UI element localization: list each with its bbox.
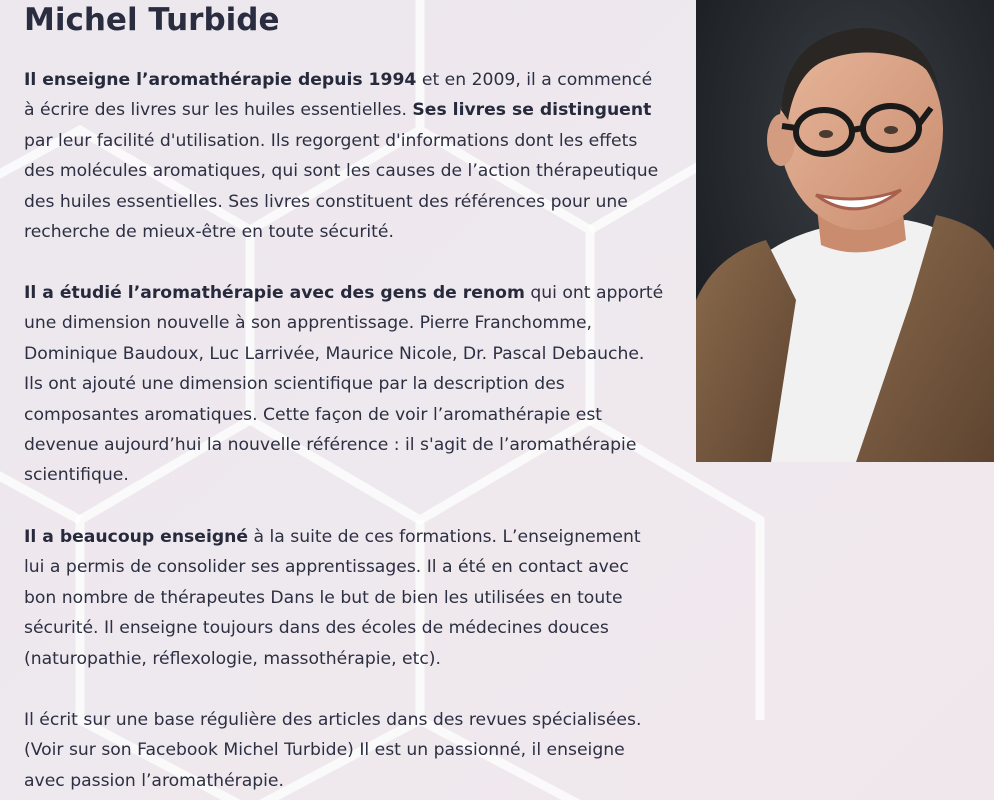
paragraph-2-bold-1: Il a étudié l’aromathérapie avec des gens de renom <box>24 283 525 303</box>
paragraph-1-text-2: par leur facilité d'utilisation. Ils regorgent d'informations dont les effets des molécules aromatiques, qui sont les causes de l’action thérapeutique des huiles essentielles. Ses livres constituent des références pour une recherche de mieux-être en toute sécurité. <box>24 130 659 243</box>
paragraph-1-bold-2: Ses livres se distinguent <box>412 100 652 121</box>
paragraph-3-bold-1: Il a beaucoup enseigné <box>24 527 249 547</box>
page-title: Michel Turbide <box>24 2 280 38</box>
paragraph-2-text-1: qui ont apporté une dimension nouvelle à son apprentissage. Pierre Franchomme, Dominique Baudoux, Luc Larrivée, Maurice Nicole, Dr. Pascal Debauche. Ils ont ajouté une dimension scientifique par la description des composantes aromatiques. Cette façon de voir l’aromathérapie est devenue aujourd’hui la nouvelle référence : il s'agit de l’aromathérapie scientifique. <box>24 283 664 486</box>
biography-paragraph-4 <box>24 705 664 796</box>
paragraph-1-bold-1: Il enseigne l’aromathérapie depuis 1994 <box>24 70 417 90</box>
paragraph-4-text-1: Il écrit sur une base régulière des articles dans des revues spécialisées. (Voir sur son Facebook Michel Turbide) Il est un passionné, il enseigne avec passion l’aromathérapie. <box>24 710 642 791</box>
biography-paragraph-1 <box>24 65 664 247</box>
biography-paragraph-2 <box>24 278 664 491</box>
paragraph-1-text-1: et en 2009, il a commencé à écrire des livres sur les huiles essentielles. <box>24 70 653 121</box>
paragraph-3-text-1: à la suite de ces formations. L’enseignement lui a permis de consolider ses apprentissages. Il a été en contact avec bon nombre de thérapeutes Dans le but de bien les utilisées en toute sécurité. Il enseigne toujours dans des écoles de médecines douces (naturopathie, réflexologie, massothérapie, etc). <box>24 527 641 669</box>
biography-paragraph-3 <box>24 522 664 674</box>
author-portrait-photo <box>696 0 994 462</box>
